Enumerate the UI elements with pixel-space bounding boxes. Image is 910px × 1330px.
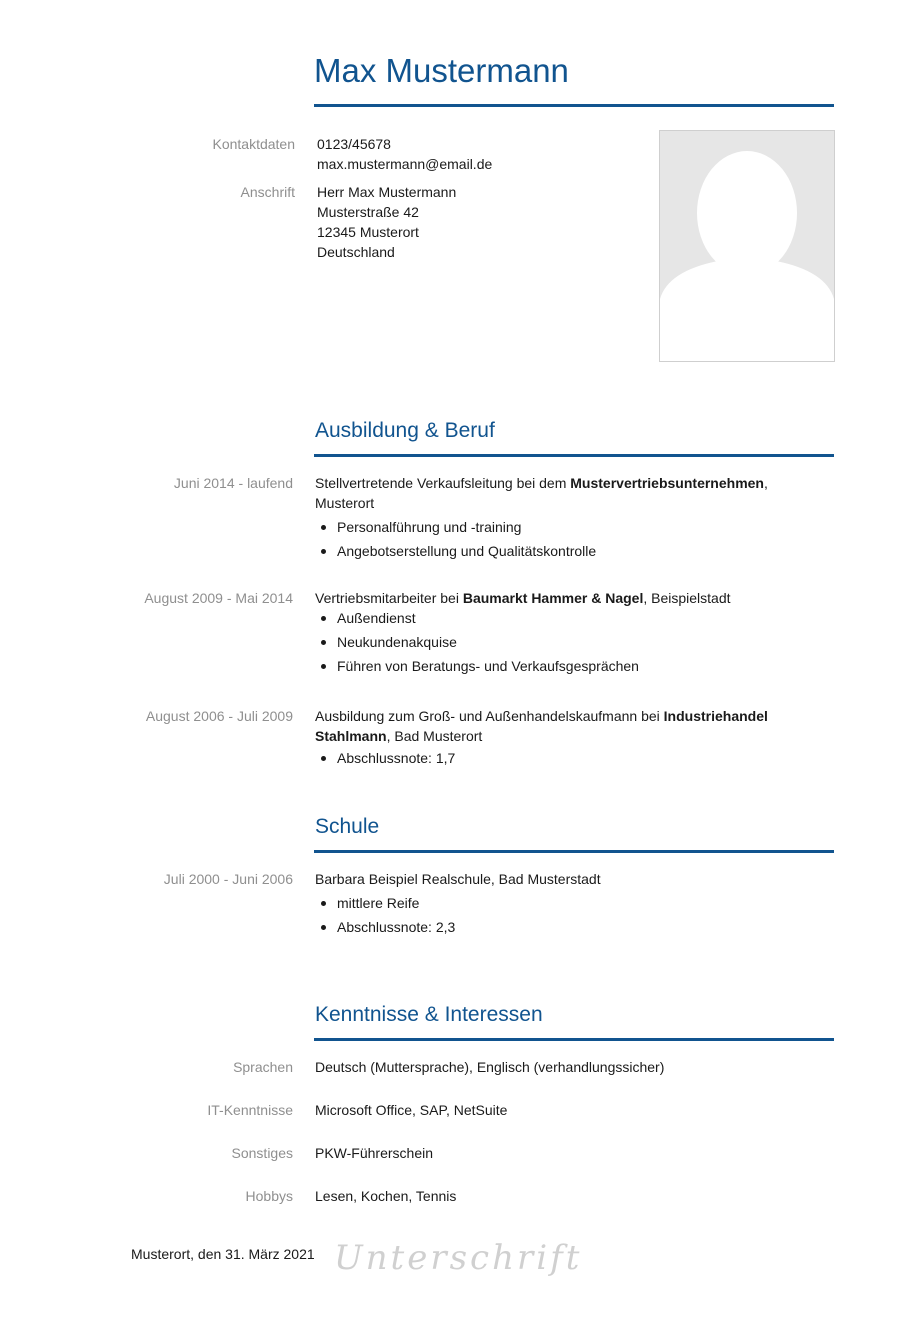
list-item: Abschlussnote: 1,7	[337, 748, 835, 768]
address-line-street: Musterstraße 42	[317, 204, 419, 220]
career-entry-2	[315, 588, 835, 680]
list-item: Außendienst	[337, 608, 835, 628]
skills-label-languages: Sprachen	[233, 1059, 293, 1075]
address-label: Anschrift	[240, 184, 295, 200]
skills-label-it: IT-Kenntnisse	[207, 1102, 293, 1118]
address-line-city: 12345 Musterort	[317, 224, 419, 240]
school-entry	[315, 869, 835, 941]
skills-label-other: Sonstiges	[231, 1145, 293, 1161]
career-period-1: Juni 2014 - laufend	[173, 475, 293, 491]
name-divider	[314, 104, 834, 107]
skills-value-other: PKW-Führerschein	[315, 1145, 434, 1161]
list-item: Abschlussnote: 2,3	[337, 917, 835, 937]
school-name: Barbara Beispiel Realschule, Bad Musterstadt	[315, 871, 601, 887]
skills-divider	[314, 1038, 834, 1041]
person-silhouette-icon	[660, 131, 834, 361]
career-entry-1-company: Mustervertriebsunternehmen	[570, 475, 764, 491]
contact-label: Kontaktdaten	[212, 136, 295, 152]
career-entry-1-pre: Stellvertretende Verkaufsleitung bei dem	[315, 475, 571, 491]
section-title-career: Ausbildung & Beruf	[315, 419, 495, 442]
school-period: Juli 2000 - Juni 2006	[163, 871, 293, 887]
skills-value-hobbies: Lesen, Kochen, Tennis	[315, 1188, 457, 1204]
address-line-name: Herr Max Mustermann	[317, 184, 457, 200]
career-entry-2-company: Baumarkt Hammer & Nagel	[462, 590, 644, 606]
address-line-country: Deutschland	[317, 244, 395, 260]
skills-value-languages: Deutsch (Muttersprache), Englisch (verhandlungssicher)	[315, 1059, 665, 1075]
career-entry-1-bullets	[315, 517, 835, 561]
school-divider	[314, 850, 834, 853]
skills-value-it: Microsoft Office, SAP, NetSuite	[315, 1102, 508, 1118]
career-entry-2-post: , Beispielstadt	[643, 590, 731, 606]
section-title-skills: Kenntnisse & Interessen	[315, 1003, 543, 1026]
profile-photo	[659, 130, 835, 362]
career-entry-1	[315, 473, 835, 565]
career-entry-2-bullets	[315, 608, 835, 676]
career-entry-1-heading	[315, 473, 835, 493]
career-entry-3-heading	[315, 706, 835, 726]
career-entry-1-post: ,	[763, 475, 768, 491]
signature: Unterschrift	[334, 1238, 583, 1278]
career-divider	[314, 454, 834, 457]
career-entry-3-pre: Ausbildung zum Groß- und Außenhandelskaufmann bei	[315, 708, 664, 724]
cv-name: Max Mustermann	[314, 52, 569, 89]
phone-number: 0123/45678	[317, 136, 391, 152]
section-title-school: Schule	[315, 815, 380, 838]
list-item: Angebotserstellung und Qualitätskontrolle	[337, 541, 835, 561]
career-entry-3-post: , Bad Musterort	[386, 728, 483, 744]
list-item: Führen von Beratungs- und Verkaufsgesprächen	[337, 656, 835, 676]
place-date: Musterort, den 31. März 2021	[131, 1246, 315, 1262]
career-entry-1-location: Musterort	[315, 495, 375, 511]
career-entry-3	[315, 706, 835, 772]
list-item: Personalführung und -training	[337, 517, 835, 537]
career-entry-3-company-cont: Stahlmann	[315, 728, 387, 744]
career-entry-3-heading-line2	[315, 726, 835, 746]
list-item: Neukundenakquise	[337, 632, 835, 652]
career-entry-2-heading	[315, 588, 835, 608]
skills-label-hobbies: Hobbys	[245, 1188, 293, 1204]
career-period-3: August 2006 - Juli 2009	[145, 708, 293, 724]
school-bullets	[315, 893, 835, 937]
career-entry-2-pre: Vertriebsmitarbeiter bei	[315, 590, 463, 606]
list-item: mittlere Reife	[337, 893, 835, 913]
career-entry-3-bullets	[315, 748, 835, 768]
email-address: max.mustermann@email.de	[317, 156, 493, 172]
career-period-2: August 2009 - Mai 2014	[144, 590, 293, 606]
career-entry-3-company: Industriehandel	[663, 708, 768, 724]
